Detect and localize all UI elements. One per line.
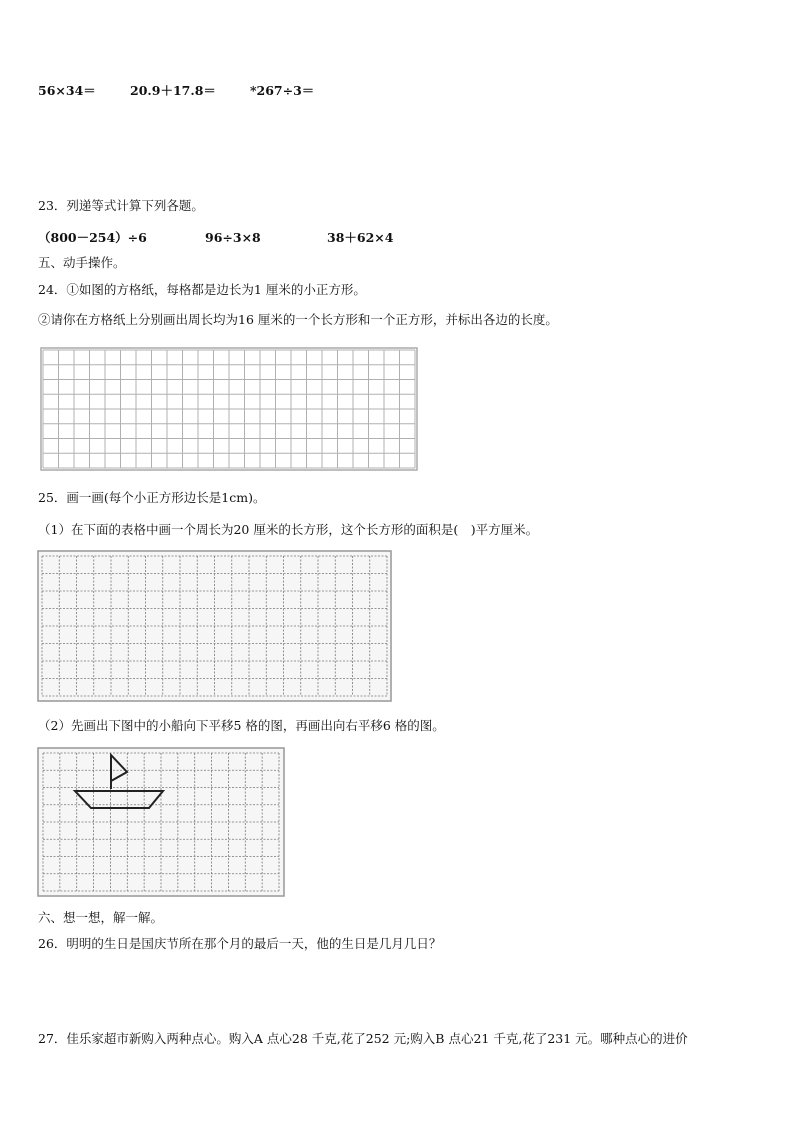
question-23-title: 23．列递等式计算下列各题。 bbox=[38, 198, 204, 213]
calc-expression-2: 20.9＋17.8＝ bbox=[130, 83, 216, 98]
q23-expression-2: 96÷3×8 bbox=[205, 230, 261, 245]
question-26: 26．明明的生日是国庆节所在那个月的最后一天，他的生日是几月几日？ bbox=[38, 936, 442, 951]
q25-part-1-grid[interactable] bbox=[37, 550, 392, 702]
section-5-heading: 五、动手操作。 bbox=[38, 255, 126, 270]
calc-expression-1: 56×34＝ bbox=[38, 83, 96, 98]
section-6-heading: 六、想一想，解一解。 bbox=[38, 910, 164, 925]
question-25-part-1: （1）在下面的表格中画一个周长为20 厘米的长方形，这个长方形的面积是( )平方厘米。 bbox=[38, 522, 539, 537]
q24-grid-paper[interactable] bbox=[40, 347, 418, 471]
question-25-part-2: （2）先画出下图中的小船向下平移5 格的图，再画出向右平移6 格的图。 bbox=[38, 718, 445, 733]
calc-expression-3: *267÷3＝ bbox=[250, 83, 315, 98]
q23-expression-1: （800－254）÷6 bbox=[38, 230, 147, 245]
q23-expression-3: 38＋62×4 bbox=[327, 230, 394, 245]
question-25-title: 25．画一画(每个小正方形边长是1cm)。 bbox=[38, 490, 266, 505]
question-24-line-1: 24．①如图的方格纸，每格都是边长为1 厘米的小正方形。 bbox=[38, 282, 366, 297]
question-24-line-2: ②请你在方格纸上分别画出周长均为16 厘米的一个长方形和一个正方形，并标出各边的长度。 bbox=[38, 312, 558, 327]
q25-part-2-boat-grid[interactable] bbox=[37, 747, 285, 897]
question-27: 27．佳乐家超市新购入两种点心。购入A 点心28 千克,花了252 元;购入B 点心21 千克,花了231 元。哪种点心的进价 bbox=[38, 1031, 688, 1046]
